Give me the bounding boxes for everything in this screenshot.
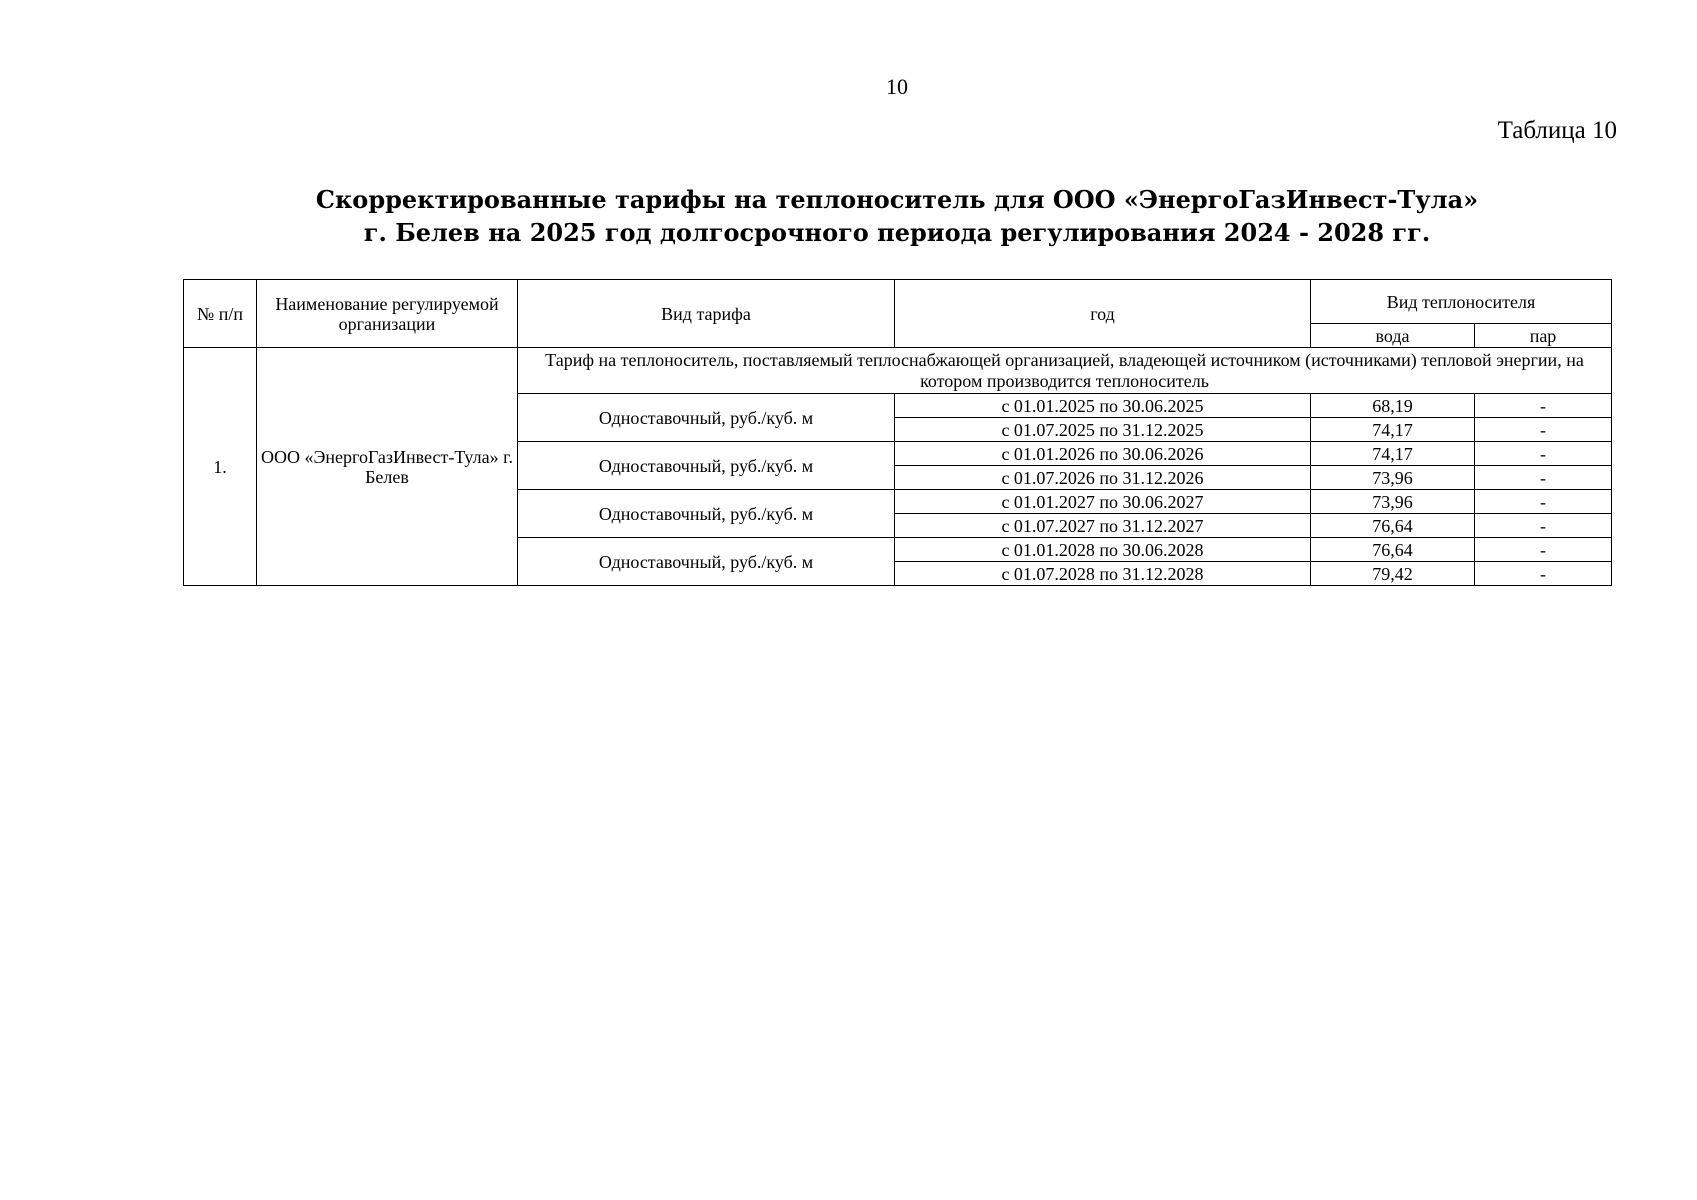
water-value-cell: 73,96 — [1311, 490, 1475, 514]
steam-value-cell: - — [1475, 466, 1612, 490]
period-cell: с 01.07.2027 по 31.12.2027 — [895, 514, 1311, 538]
header-org: Наименование регулируемой организации — [257, 280, 518, 348]
header-num: № п/п — [184, 280, 257, 348]
period-cell: с 01.01.2026 по 30.06.2026 — [895, 442, 1311, 466]
header-water: вода — [1311, 324, 1475, 348]
header-carrier: Вид теплоносителя — [1311, 280, 1612, 324]
water-value-cell: 76,64 — [1311, 538, 1475, 562]
steam-value-cell: - — [1475, 418, 1612, 442]
steam-value-cell: - — [1475, 514, 1612, 538]
period-cell: с 01.01.2028 по 30.06.2028 — [895, 538, 1311, 562]
tariff-type-cell: Одноставочный, руб./куб. м — [518, 442, 895, 490]
period-cell: с 01.07.2025 по 31.12.2025 — [895, 418, 1311, 442]
steam-value-cell: - — [1475, 562, 1612, 586]
tariff-type-cell: Одноставочный, руб./куб. м — [518, 538, 895, 586]
water-value-cell: 76,64 — [1311, 514, 1475, 538]
period-cell: с 01.07.2026 по 31.12.2026 — [895, 466, 1311, 490]
steam-value-cell: - — [1475, 538, 1612, 562]
water-value-cell: 68,19 — [1311, 394, 1475, 418]
page-number: 10 — [886, 74, 908, 99]
water-value-cell: 73,96 — [1311, 466, 1475, 490]
steam-value-cell: - — [1475, 442, 1612, 466]
period-cell: с 01.01.2025 по 30.06.2025 — [895, 394, 1311, 418]
header-year: год — [895, 280, 1311, 348]
period-cell: с 01.01.2027 по 30.06.2027 — [895, 490, 1311, 514]
tariff-type-cell: Одноставочный, руб./куб. м — [518, 490, 895, 538]
water-value-cell: 74,17 — [1311, 418, 1475, 442]
water-value-cell: 74,17 — [1311, 442, 1475, 466]
water-value-cell: 79,42 — [1311, 562, 1475, 586]
organization-name: ООО «ЭнергоГазИнвест-Тула» г. Белев — [257, 348, 518, 586]
tariff-type-cell: Одноставочный, руб./куб. м — [518, 394, 895, 442]
period-cell: с 01.07.2028 по 31.12.2028 — [895, 562, 1311, 586]
tariff-table — [183, 279, 1612, 586]
steam-value-cell: - — [1475, 394, 1612, 418]
header-steam: пар — [1475, 324, 1612, 348]
tariff-note: Тариф на теплоноситель, поставляемый теплоснабжающей организацией, владеющей источником (источниками) тепловой энергии, на котором производится теплоноситель — [518, 348, 1612, 394]
table-label: Таблица 10 — [1497, 117, 1617, 144]
document-title-line-2: г. Белев на 2025 год долгосрочного периода регулирования 2024 - 2028 гг. — [363, 218, 1431, 247]
row-number: 1. — [184, 348, 257, 586]
header-tariff-type: Вид тарифа — [518, 280, 895, 348]
document-title — [183, 183, 1611, 249]
steam-value-cell: - — [1475, 490, 1612, 514]
document-title-line-1: Скорректированные тарифы на теплоноситель для ООО «ЭнергоГазИнвест-Тула» — [315, 185, 1479, 214]
